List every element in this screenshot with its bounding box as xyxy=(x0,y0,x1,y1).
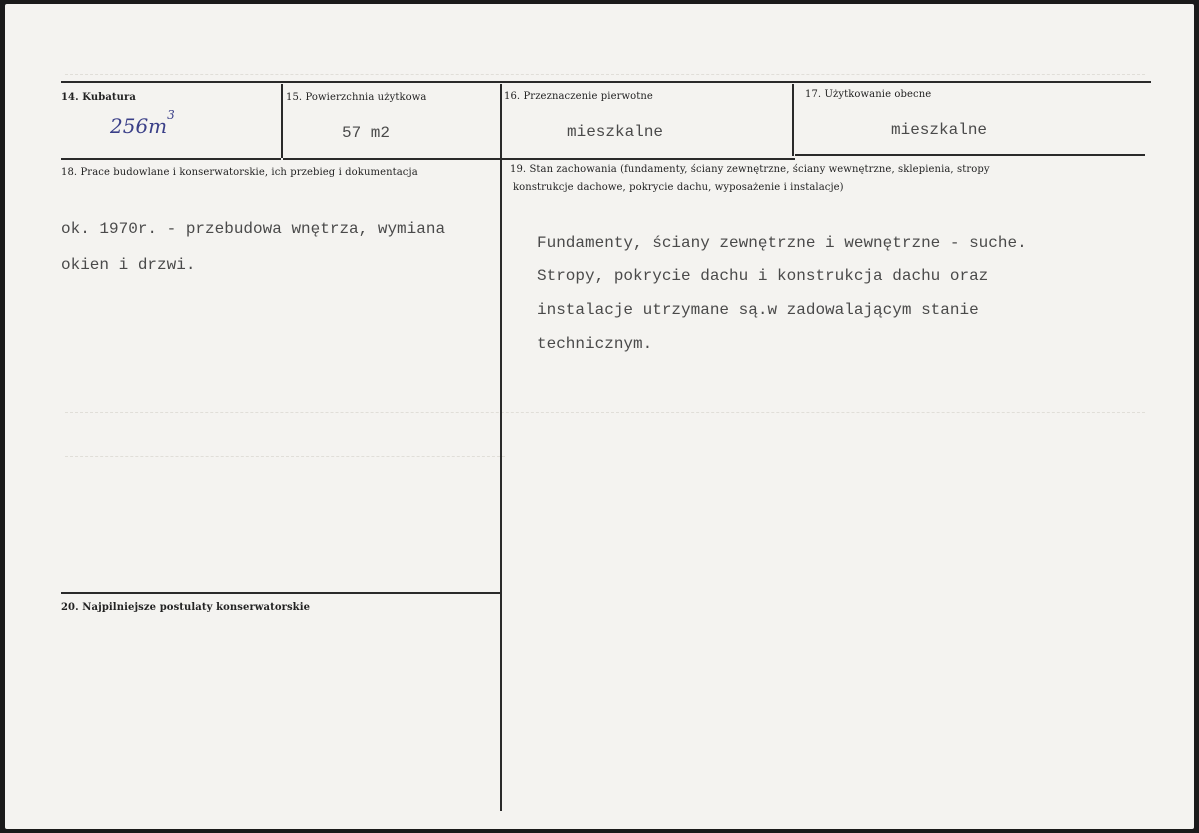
rule-above-20 xyxy=(61,592,501,594)
field-14-label: 14. Kubatura xyxy=(61,92,136,103)
field-18-label: 18. Prace budowlane i konserwatorskie, ich przebieg i dokumentacja xyxy=(61,167,418,178)
faint-line xyxy=(65,412,1145,414)
field-16-value: mieszkalne xyxy=(567,123,664,141)
field-18-line-2: okien i drzwi. xyxy=(61,256,196,274)
field-14-value: $256m^3$ xyxy=(110,108,175,138)
rule-below-14 xyxy=(61,158,281,160)
divider-14-15 xyxy=(281,84,283,158)
field-19-line-1: Fundamenty, ściany zewnętrzne i wewnętrzne - suche. xyxy=(537,234,1027,252)
top-rule xyxy=(61,81,1151,83)
divider-16-17 xyxy=(792,84,794,156)
field-19-label-line-1: 19. Stan zachowania (fundamenty, ściany zewnętrzne, ściany wewnętrzne, sklepienia, stropy xyxy=(510,164,990,175)
field-19-label-line-2: konstrukcje dachowe, pokrycie dachu, wyposażenie i instalacje) xyxy=(513,182,844,193)
record-card xyxy=(5,4,1194,829)
field-17-value: mieszkalne xyxy=(891,121,988,139)
faint-line xyxy=(65,74,1145,76)
faint-line xyxy=(65,456,505,458)
field-15-label: 15. Powierzchnia użytkowa xyxy=(286,92,427,103)
rule-below-15-16 xyxy=(283,158,795,160)
field-19-line-2: Stropy, pokrycie dachu i konstrukcja dachu oraz xyxy=(537,267,989,285)
field-19-line-3: instalacje utrzymane są.w zadowalającym stanie xyxy=(537,301,979,319)
field-19-line-4: technicznym. xyxy=(537,335,653,353)
field-15-value: 57 m2 xyxy=(342,124,391,142)
field-17-label: 17. Użytkowanie obecne xyxy=(805,89,932,100)
rule-below-17 xyxy=(795,154,1145,156)
field-18-line-1: ok. 1970r. - przebudowa wnętrza, wymiana xyxy=(61,220,446,238)
field-16-label: 16. Przeznaczenie pierwotne xyxy=(504,91,653,102)
field-20-label: 20. Najpilniejsze postulaty konserwatorskie xyxy=(61,602,311,613)
divider-15-16 xyxy=(500,84,502,811)
